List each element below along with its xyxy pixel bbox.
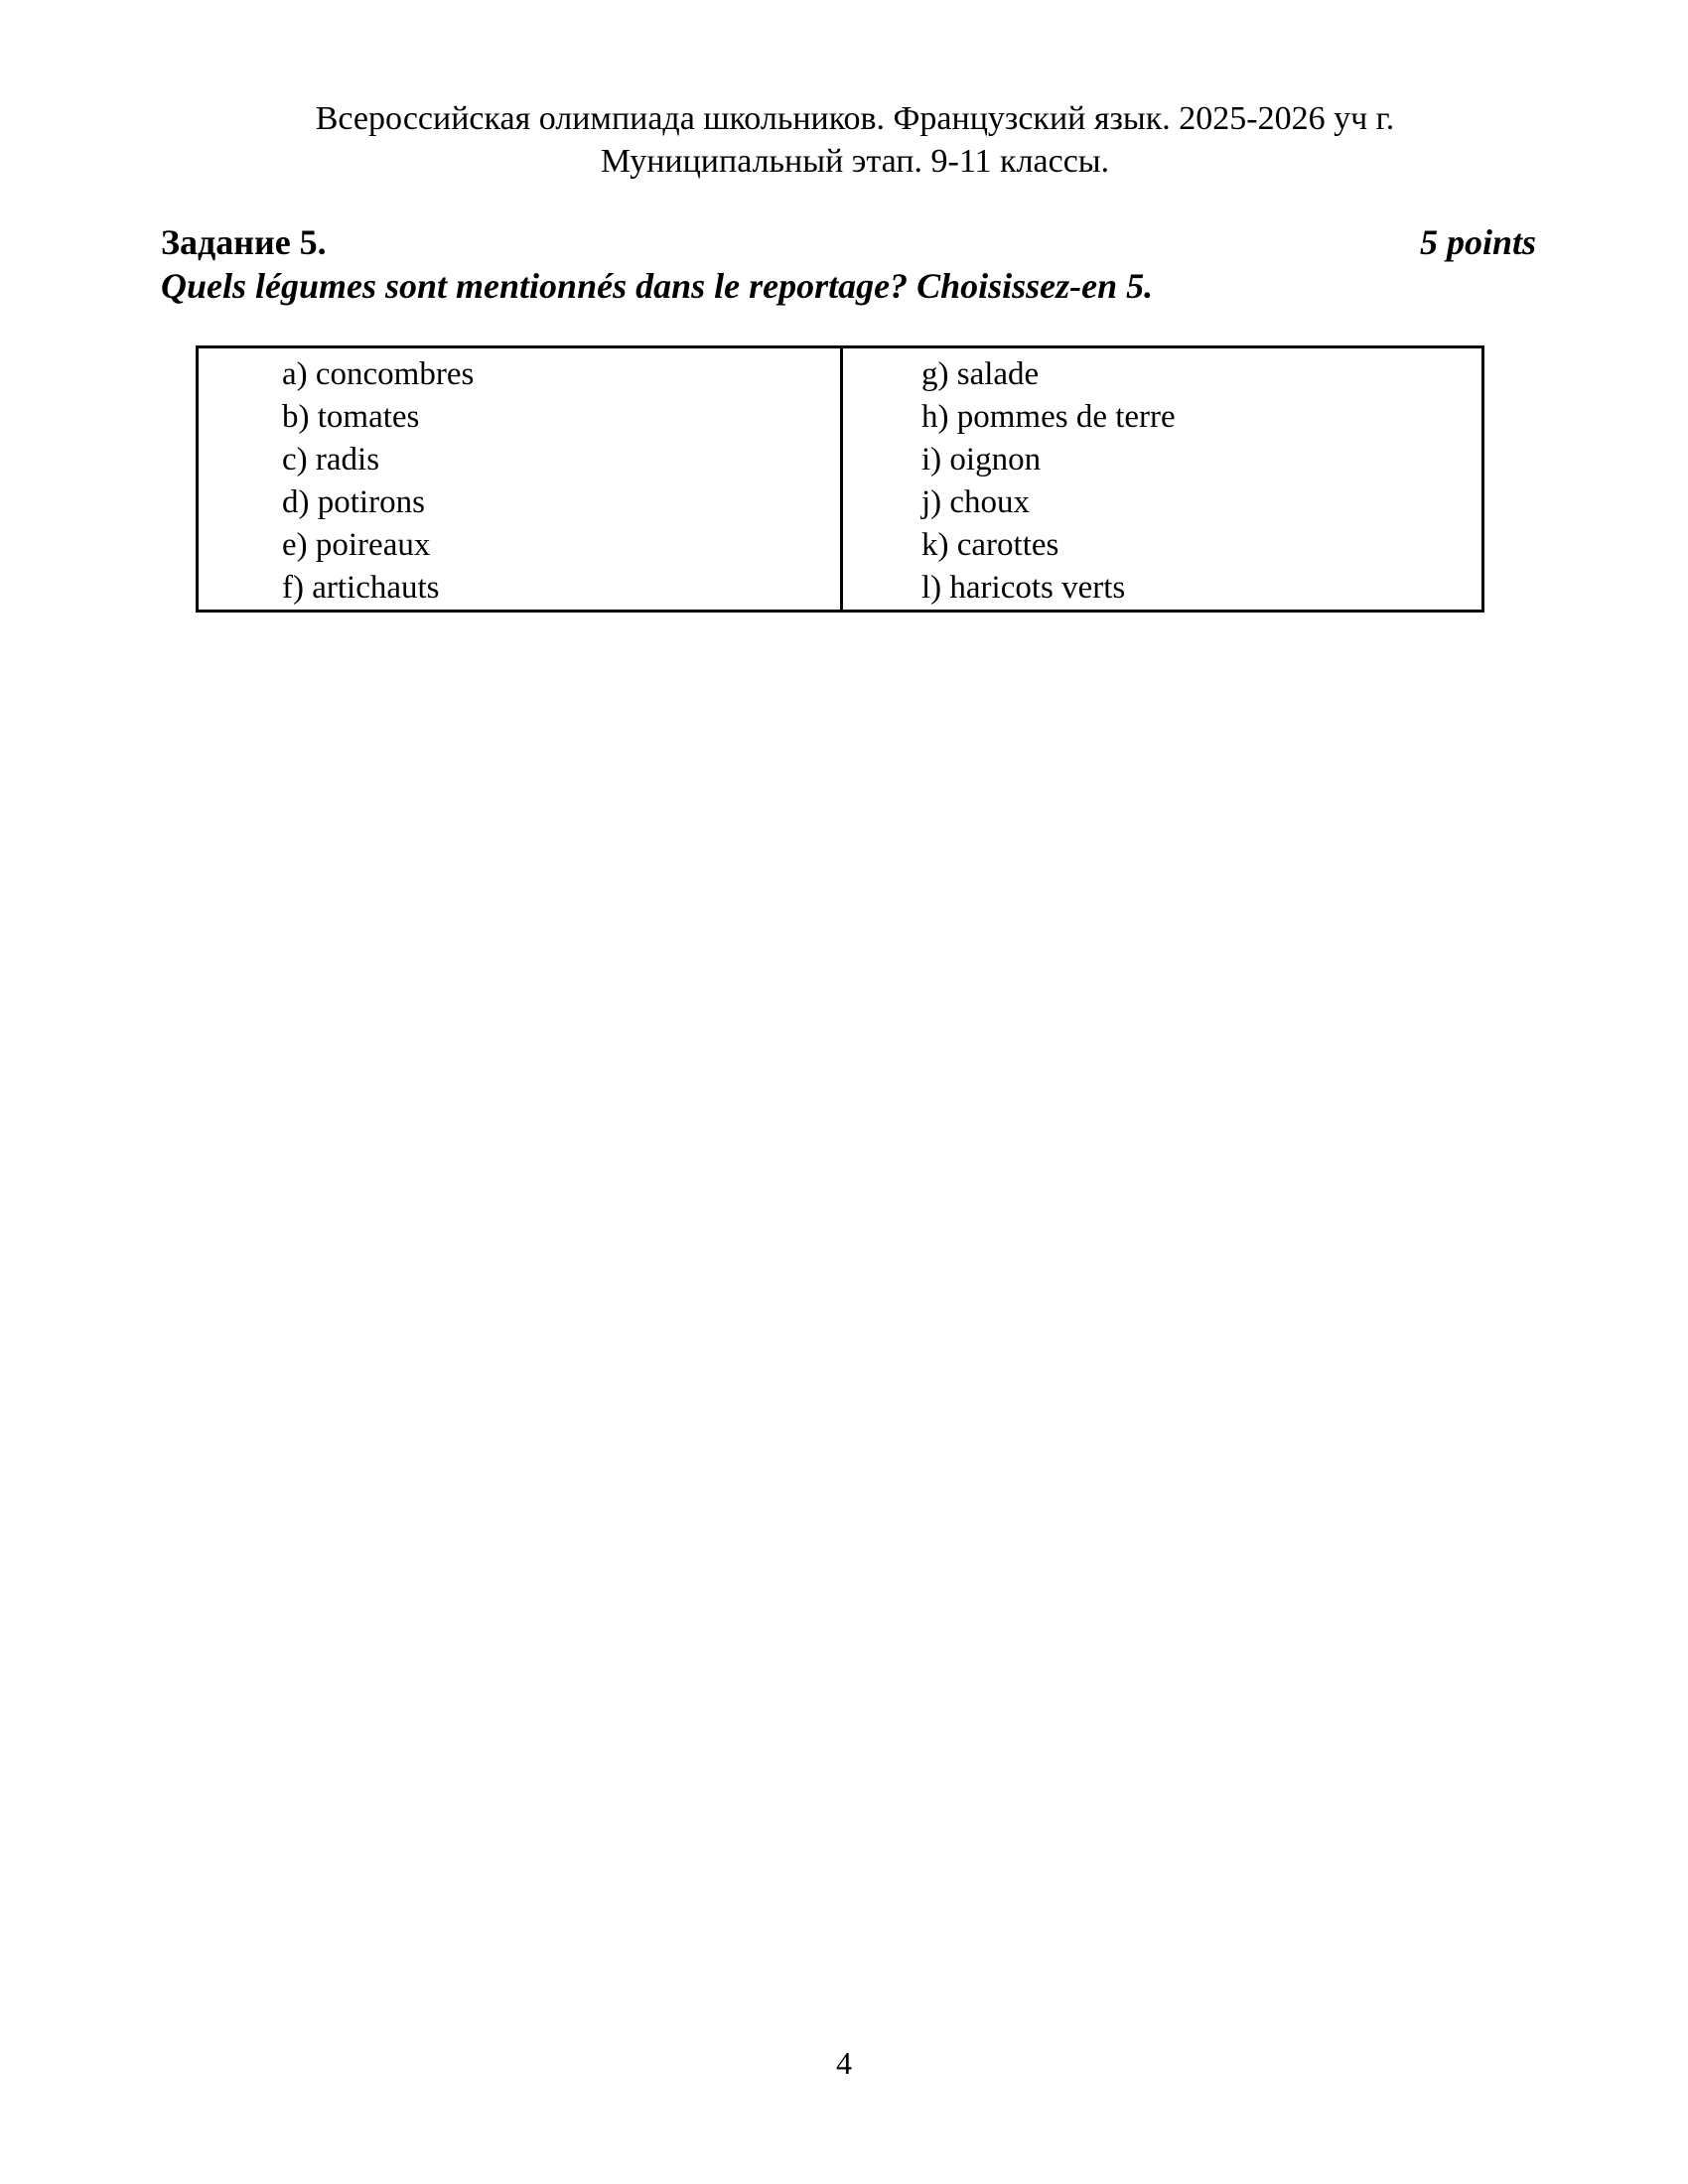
task-title: Задание 5.: [161, 222, 327, 262]
option-i: i) oignon: [921, 442, 1042, 478]
task-instruction: Quels légumes sont mentionnés dans le reportage? Choisissez-en 5.: [161, 266, 1154, 306]
option-c: c) radis: [282, 442, 380, 478]
header-line-2: Муниципальный этап. 9-11 классы.: [600, 143, 1110, 180]
option-l: l) haricots verts: [921, 570, 1126, 606]
option-e: e) poireaux: [282, 527, 431, 563]
option-j: j) choux: [921, 484, 1031, 520]
option-h: h) pommes de terre: [921, 399, 1176, 435]
header-line-1: Всероссийская олимпиада школьников. Французский язык. 2025-2026 уч г.: [315, 100, 1395, 137]
options-table: [196, 345, 1484, 613]
page-number: 4: [836, 2045, 852, 2081]
option-k: k) carottes: [921, 527, 1059, 563]
document-header: [164, 97, 1546, 183]
task-header-row: [161, 220, 1536, 264]
options-column-left: [199, 348, 840, 610]
option-a: a) concombres: [282, 356, 475, 392]
option-b: b) tomates: [282, 399, 420, 435]
task-points: 5 points: [1419, 222, 1536, 262]
options-column-right: [840, 348, 1481, 610]
option-d: d) potirons: [282, 484, 425, 520]
option-g: g) salade: [921, 356, 1040, 392]
option-f: f) artichauts: [282, 570, 440, 606]
